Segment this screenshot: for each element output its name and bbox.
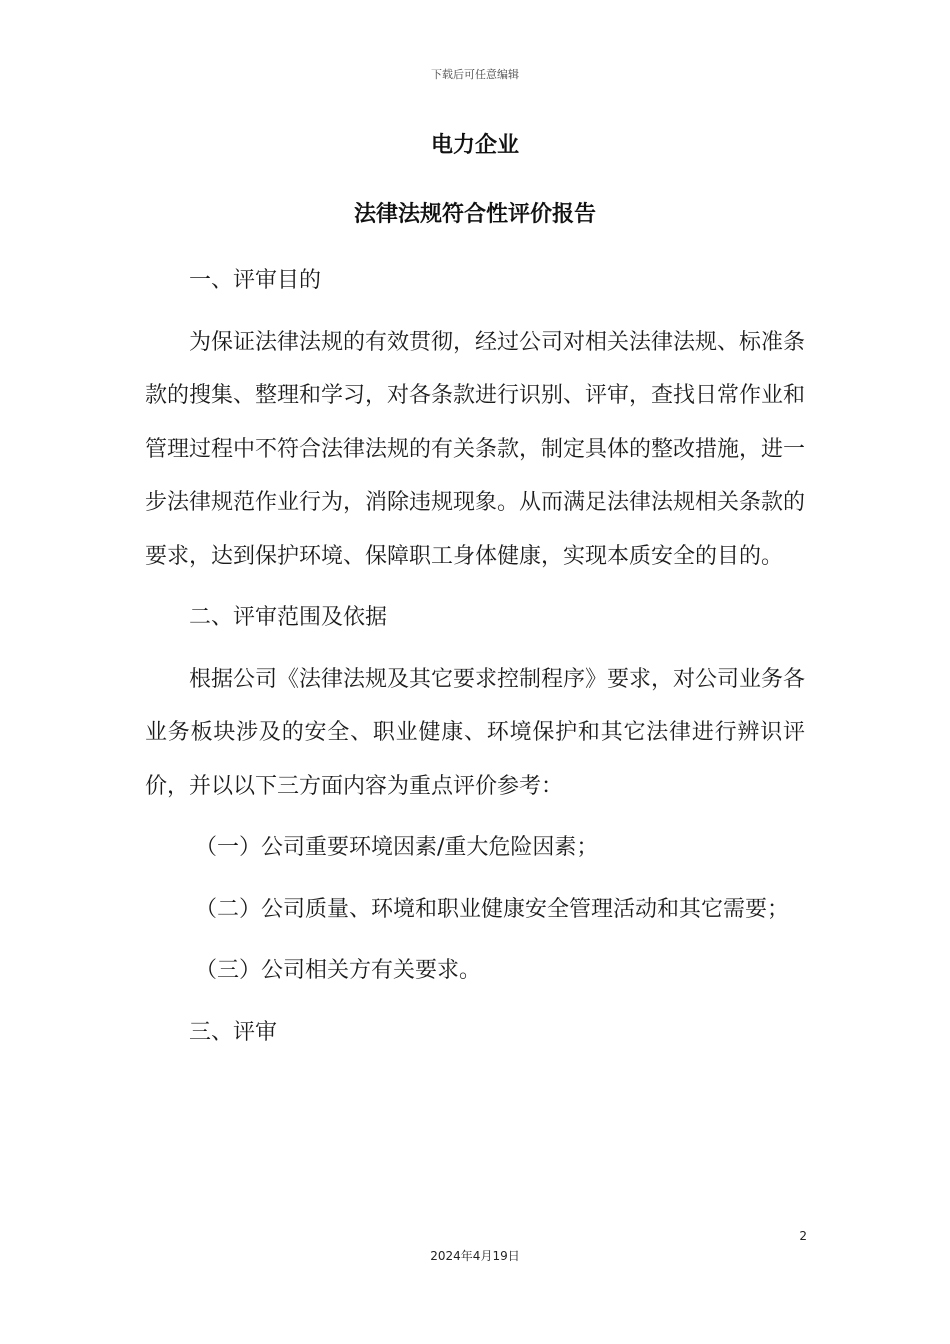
list-item: （一）公司重要环境因素/重大危险因素； (195, 835, 599, 860)
section1-paragraph: 为保证法律法规的有效贯彻，经过公司对相关法律法规、标准条款的搜集、整理和学习，对各条款进行识别、评审，查找日常作业和管理过程中不符合法律法规的有关条款，制定具体的整改措施，进一步法律规范作业行为，消除违规现象。从而满足法律法规相关条款的要求，达到保护环境、保障职工身体健康，实现本质安全的目的。 (145, 329, 806, 569)
section2-heading: 二、评审范围及依据 (189, 605, 388, 630)
footer-date: 2024年4月19日 (430, 1249, 520, 1263)
section1-heading: 一、评审目的 (189, 268, 322, 293)
list-item: （三）公司相关方有关要求。 (195, 958, 482, 983)
document-body (145, 254, 805, 1059)
page-number: 2 (799, 1229, 807, 1243)
section2-paragraph: 根据公司《法律法规及其它要求控制程序》要求，对公司业务各业务板块涉及的安全、职业健康、环境保护和其它法律进行辨识评价，并以以下三方面内容为重点评价参考： (145, 666, 806, 799)
document-title-line2: 法律法规符合性评价报告 (353, 202, 596, 227)
section3-heading: 三、评审 (189, 1019, 278, 1045)
header-note: 下载后可任意编辑 (431, 68, 519, 81)
list-item: （二）公司质量、环境和职业健康安全管理活动和其它需要； (195, 896, 790, 922)
document-title-line1: 电力企业 (430, 133, 519, 158)
